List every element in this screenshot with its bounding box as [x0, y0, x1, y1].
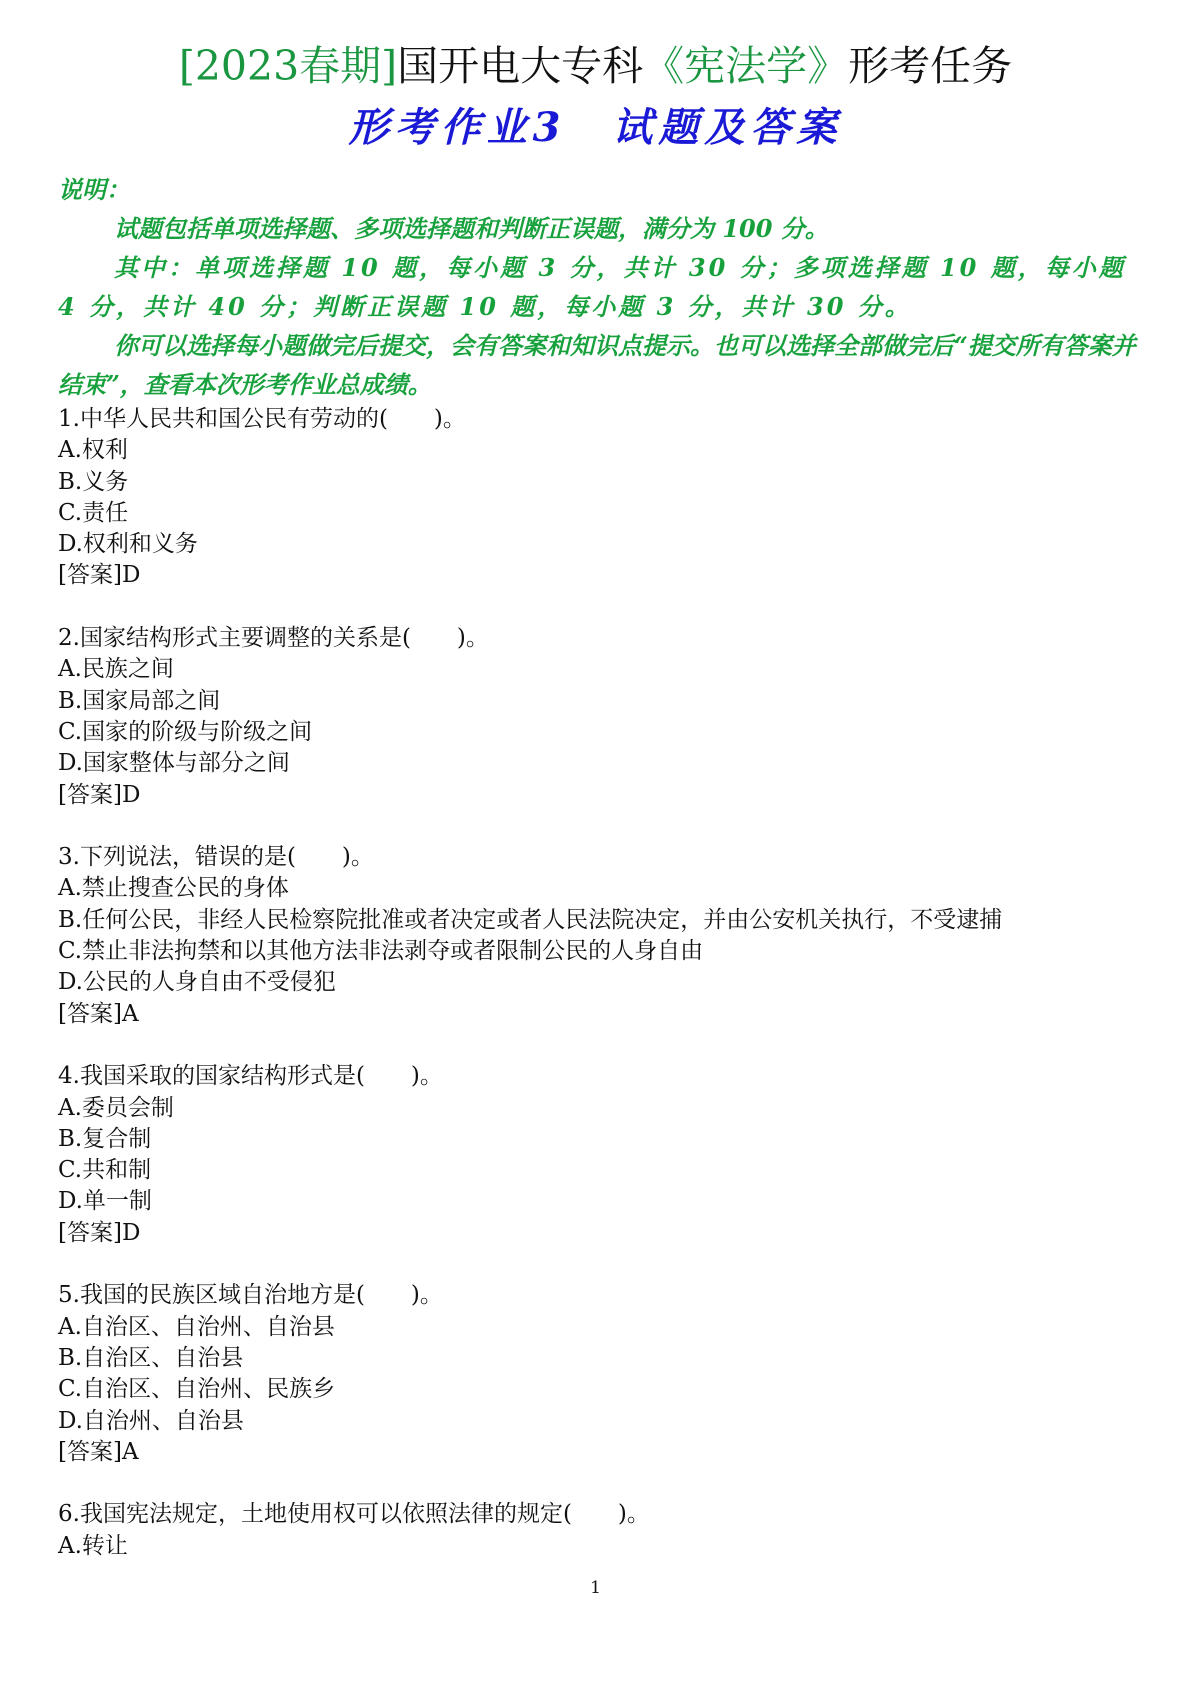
page-number: 1 [590, 1578, 601, 1598]
question-answer: [答案]D [58, 781, 141, 808]
question-option: D.国家整体与部分之间 [58, 750, 290, 777]
question-option: D.权利和义务 [58, 531, 198, 558]
title-prefix: [2023春期] [178, 42, 398, 90]
question-option: A.民族之间 [58, 656, 174, 683]
question-4 [58, 1061, 1148, 1249]
instructions-line-1: 试题包括单项选择题、多项选择题和判断正误题，满分为 100 分。 [114, 214, 829, 243]
question-stem: 1.中华人民共和国公民有劳动的( )。 [58, 406, 466, 432]
question-option: B.国家局部之间 [58, 687, 221, 714]
question-option: B.任何公民，非经人民检察院批准或者决定或者人民法院决定，并由公安机关执行，不受逮捕 [58, 906, 1003, 933]
question-stem: 4.我国采取的国家结构形式是( )。 [58, 1063, 443, 1090]
question-option: A.转让 [58, 1532, 128, 1559]
question-stem: 6.我国宪法规定，土地使用权可以依照法律的规定( )。 [58, 1501, 650, 1528]
question-option: C.责任 [58, 499, 129, 526]
question-option: C.共和制 [58, 1157, 152, 1184]
question-option: C.国家的阶级与阶级之间 [58, 718, 313, 745]
question-5 [58, 1280, 1148, 1468]
instructions-line-2: 其中：单项选择题 10 题，每小题 3 分，共计 30 分；多项选择题 10 题，每小题 4 分，共计 40 分；判断正误题 10 题，每小题 3 分，共计 30 分。 [58, 253, 1126, 321]
question-1 [58, 404, 1148, 592]
question-2 [58, 623, 1148, 811]
question-option: A.禁止搜查公民的身体 [58, 875, 289, 902]
question-option: B.复合制 [58, 1125, 152, 1152]
question-stem: 2.国家结构形式主要调整的关系是( )。 [58, 625, 489, 652]
question-3 [58, 842, 1148, 1030]
question-option: B.义务 [58, 468, 129, 495]
question-list [58, 404, 1148, 1593]
question-stem: 5.我国的民族区域自治地方是( )。 [58, 1282, 443, 1309]
title-main: 国开电大专科 [397, 42, 644, 90]
document-subtitle: 形考作业3 试题及答案 [348, 104, 843, 151]
question-option: A.权利 [58, 437, 128, 464]
question-option: B.自治区、自治县 [58, 1344, 244, 1371]
title-book: 《宪法学》 [643, 42, 849, 90]
title-suffix: 形考任务 [848, 42, 1013, 90]
document-title [0, 38, 1191, 94]
question-option: C.自治区、自治州、民族乡 [58, 1376, 336, 1403]
instructions-heading: 说明： [58, 175, 130, 204]
instructions-block [58, 170, 1143, 404]
question-6 [58, 1499, 1148, 1562]
question-answer: [答案]D [58, 1219, 141, 1246]
question-option: D.单一制 [58, 1188, 152, 1215]
question-stem: 3.下列说法，错误的是( )。 [58, 844, 374, 871]
question-answer: [答案]A [58, 1000, 139, 1027]
question-option: C.禁止非法拘禁和以其他方法非法剥夺或者限制公民的人身自由 [58, 938, 704, 965]
question-answer: [答案]A [58, 1438, 139, 1465]
question-answer: [答案]D [58, 562, 141, 589]
instructions-line-3: 你可以选择每小题做完后提交，会有答案和知识点提示。也可以选择全部做完后“提交所有答案并结束”，查看本次形考作业总成绩。 [58, 331, 1136, 399]
question-option: A.委员会制 [58, 1094, 174, 1121]
question-option: A.自治区、自治州、自治县 [58, 1313, 335, 1340]
question-option: D.自治州、自治县 [58, 1407, 244, 1434]
question-option: D.公民的人身自由不受侵犯 [58, 969, 336, 996]
